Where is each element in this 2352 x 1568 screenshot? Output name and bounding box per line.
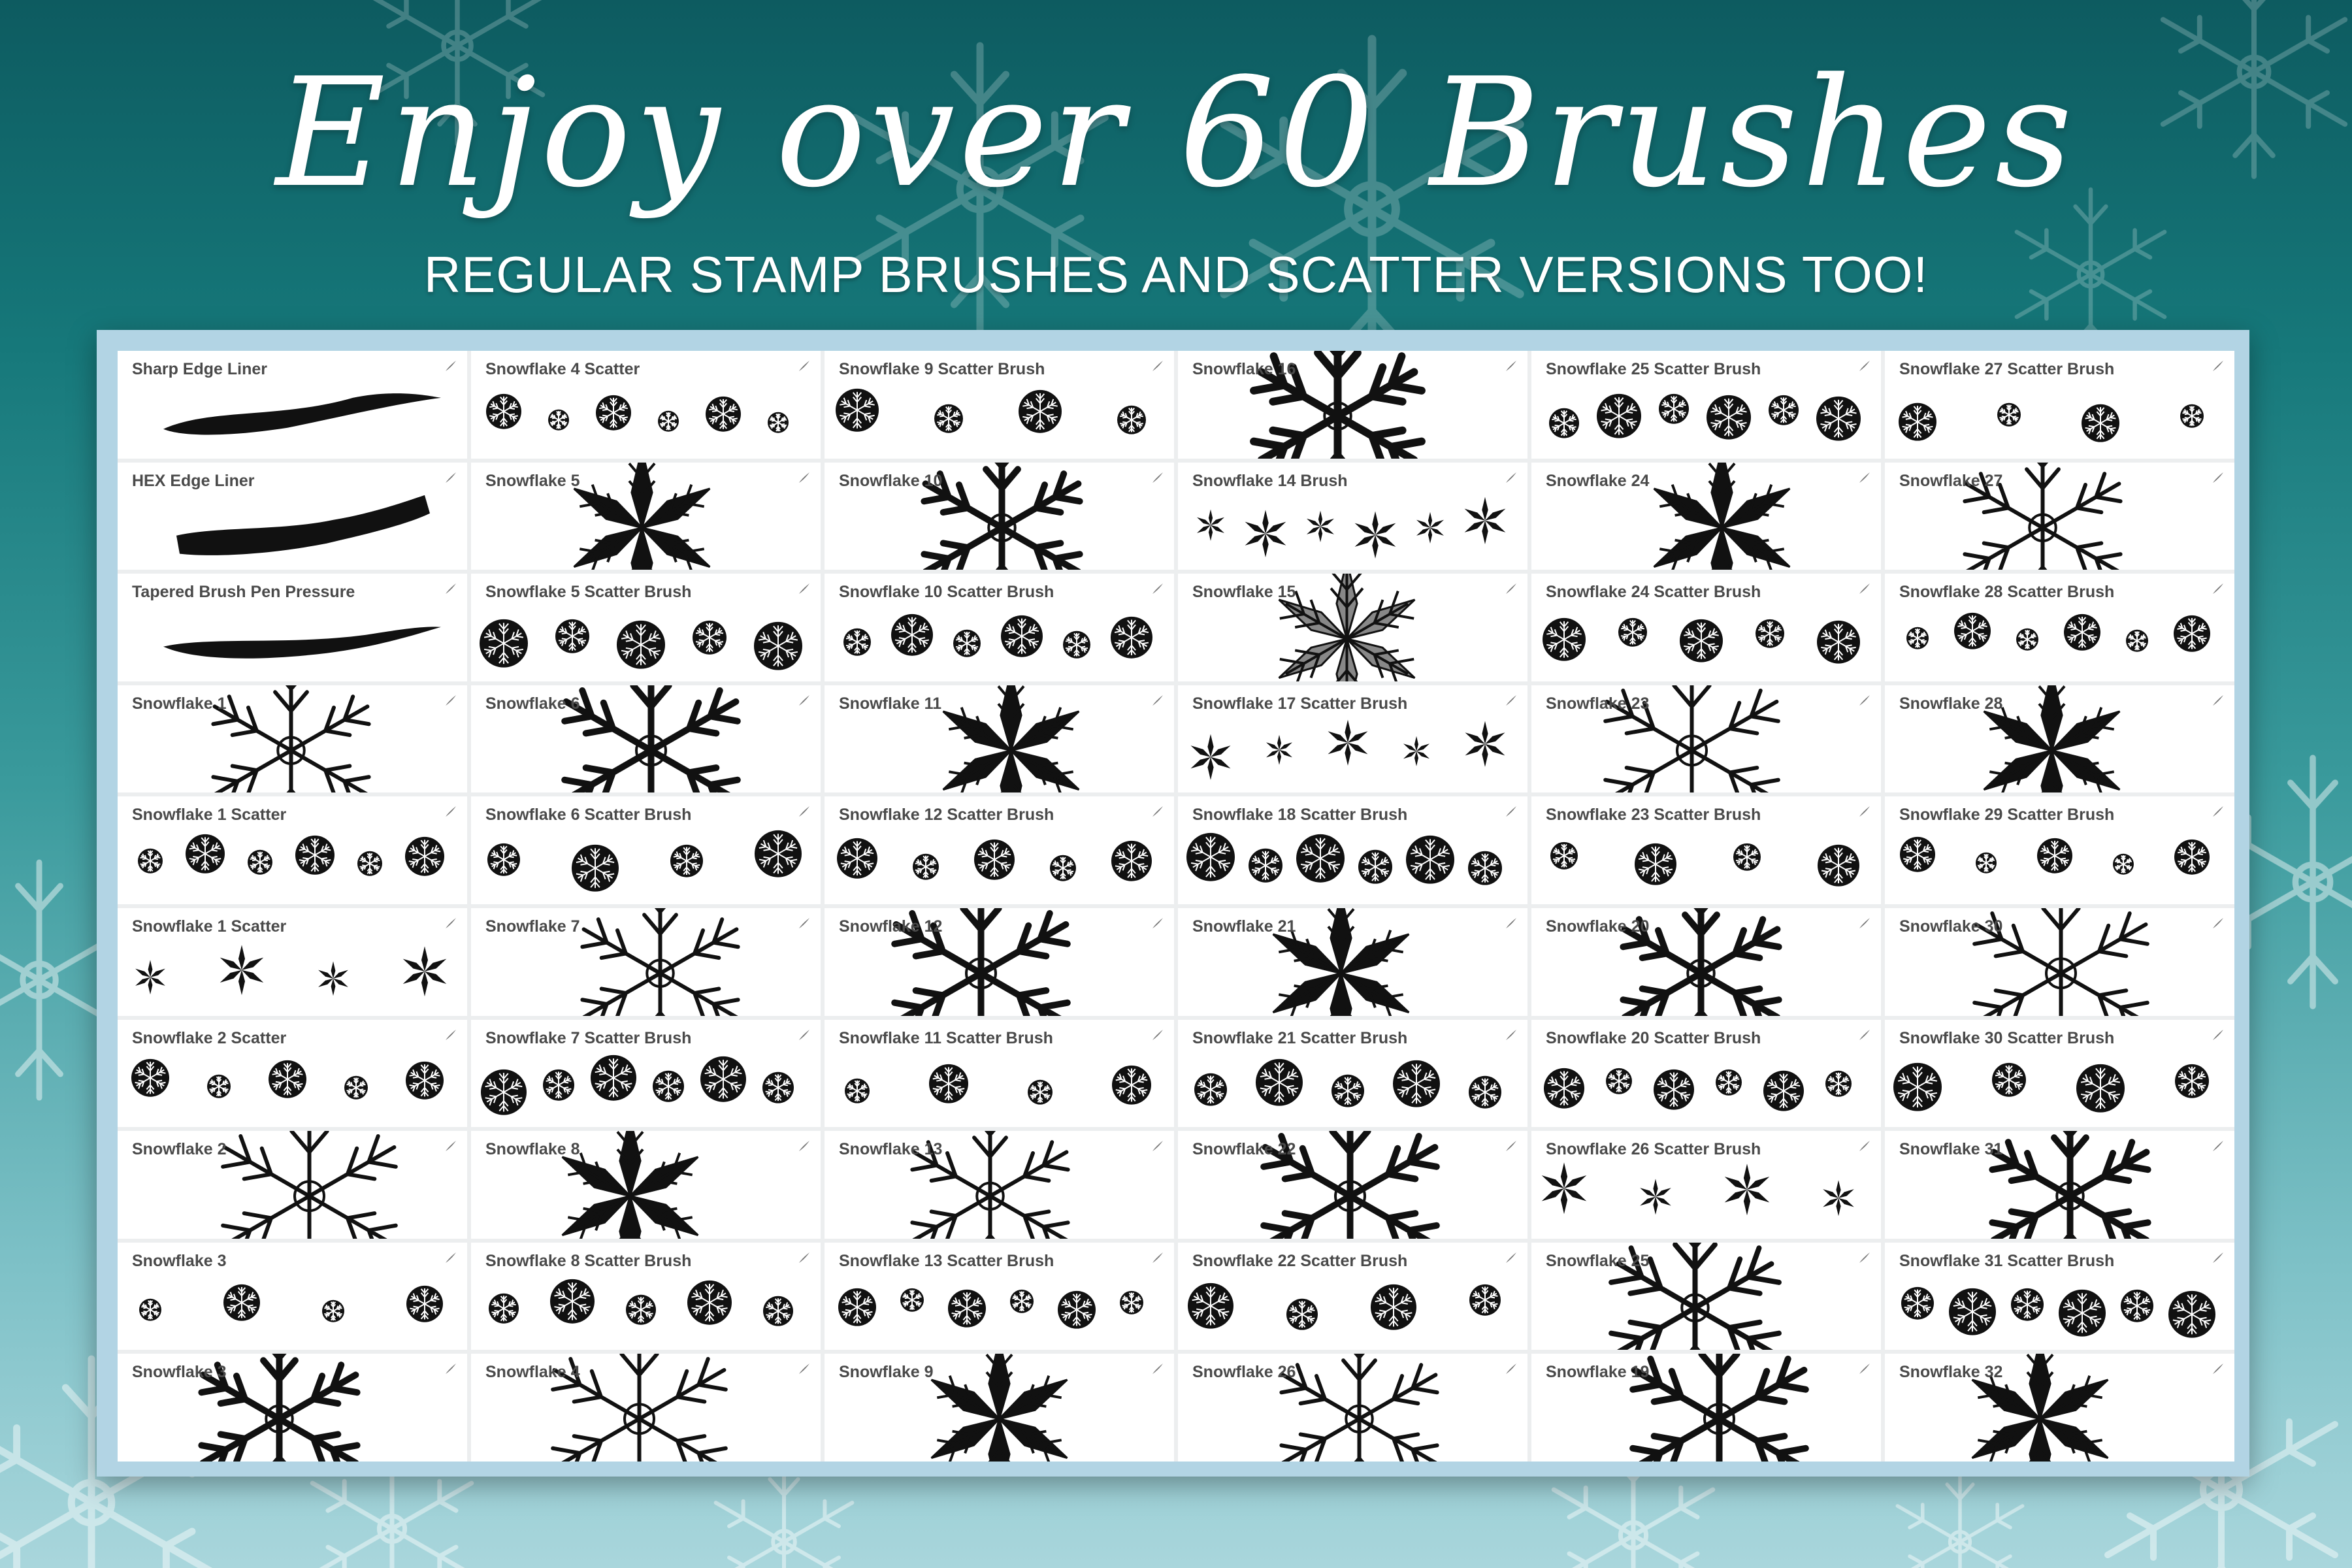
snowflake-preview (1633, 1354, 1806, 1462)
brush-cell[interactable] (118, 685, 467, 793)
brush-name: Snowflake 4 (485, 1363, 580, 1382)
brush-cell[interactable] (1531, 1131, 1881, 1239)
brush-name: Snowflake 30 Scatter Brush (1899, 1028, 2115, 1047)
brush-name: Snowflake 23 (1546, 694, 1650, 713)
brush-cell[interactable] (1885, 1020, 2234, 1128)
snowflake-preview (932, 1354, 1068, 1462)
brush-cell[interactable] (471, 1020, 821, 1128)
brush-cell[interactable] (118, 1243, 467, 1350)
snowflake-preview (943, 685, 1079, 793)
scatter-preview (836, 389, 1146, 434)
brush-cell[interactable] (471, 685, 821, 793)
brush-name: Snowflake 9 (839, 1363, 934, 1382)
brush-pen-icon (444, 1028, 458, 1042)
brush-pen-icon (2211, 1139, 2225, 1153)
brush-name: Snowflake 21 Scatter Brush (1192, 1028, 1408, 1047)
brush-name: Sharp Edge Liner (132, 360, 267, 378)
snowflake-preview (1984, 685, 2120, 793)
brush-pen-icon (2211, 1362, 2225, 1376)
brush-pen-icon (444, 916, 458, 930)
brush-cell[interactable] (1885, 1131, 2234, 1239)
brush-name: Snowflake 31 Scatter Brush (1899, 1251, 2115, 1270)
scatter-preview (1543, 618, 1860, 664)
brush-pen-icon (797, 1362, 811, 1376)
brush-name: Snowflake 20 Scatter Brush (1546, 1028, 1761, 1047)
snowflake-preview (1992, 1131, 2148, 1239)
brush-pen-icon (1504, 916, 1518, 930)
brush-stroke-preview (176, 495, 430, 555)
brush-name: Snowflake 10 Scatter Brush (839, 583, 1054, 602)
scatter-preview (838, 1288, 1143, 1329)
scatter-preview (486, 394, 789, 433)
brush-name: Snowflake 13 (839, 1140, 943, 1159)
brush-cell[interactable] (1531, 574, 1881, 681)
brush-cell[interactable] (1178, 1243, 1527, 1350)
brush-pen-icon (797, 1028, 811, 1042)
scatter-preview (1188, 1283, 1501, 1330)
brush-cell[interactable] (1531, 351, 1881, 459)
brush-pen-icon (1857, 693, 1872, 708)
brush-cell[interactable] (1178, 1354, 1527, 1462)
scatter-preview (845, 1064, 1151, 1104)
brush-cell[interactable] (1178, 574, 1527, 681)
brush-cell[interactable] (1531, 463, 1881, 570)
brush-pen-icon (1151, 1362, 1165, 1376)
brush-pen-icon (797, 359, 811, 373)
brush-cell[interactable] (118, 463, 467, 570)
scatter-preview (1191, 719, 1505, 779)
brush-name: Snowflake 3 (132, 1251, 227, 1270)
brush-cell[interactable] (471, 796, 821, 904)
brush-pen-icon (444, 1139, 458, 1153)
brush-cell[interactable] (1178, 685, 1527, 793)
brush-cell[interactable] (471, 1131, 821, 1239)
brush-pen-icon (1504, 1250, 1518, 1265)
brush-name: Snowflake 7 (485, 917, 580, 936)
brush-name: Snowflake 15 (1192, 583, 1296, 602)
brush-pen-icon (444, 1362, 458, 1376)
snowflake-preview (223, 1131, 396, 1239)
brush-pen-icon (1857, 581, 1872, 596)
brush-cell[interactable] (1885, 351, 2234, 459)
brush-stroke-preview (163, 393, 441, 434)
brush-name: Snowflake 6 (485, 694, 580, 713)
brush-cell[interactable] (118, 574, 467, 681)
scatter-preview (1900, 837, 2210, 875)
brush-cell[interactable] (825, 908, 1174, 1016)
brush-pen-icon (444, 693, 458, 708)
snowflake-preview (564, 685, 738, 793)
brush-name: Snowflake 21 (1192, 917, 1296, 936)
scatter-preview (1893, 1062, 2209, 1112)
scatter-preview (487, 830, 802, 892)
scatter-preview (1186, 833, 1502, 885)
brush-cell[interactable] (825, 463, 1174, 570)
brush-name: Snowflake 1 (132, 694, 227, 713)
brush-pen-icon (1151, 693, 1165, 708)
brush-cell[interactable] (825, 1243, 1174, 1350)
brush-cell[interactable] (1531, 1020, 1881, 1128)
scatter-preview (480, 619, 802, 670)
snowflake-preview (213, 685, 368, 793)
brush-cell[interactable] (471, 1243, 821, 1350)
brush-name: Snowflake 31 (1899, 1140, 2003, 1159)
brush-pen-icon (2211, 916, 2225, 930)
brush-cell[interactable] (825, 1131, 1174, 1239)
scatter-preview (1544, 1068, 1852, 1111)
brush-pen-icon (797, 916, 811, 930)
brush-name: Snowflake 24 (1546, 471, 1650, 490)
brush-name: Snowflake 26 (1192, 1363, 1296, 1382)
brush-pen-icon (1857, 1139, 1872, 1153)
brush-cell[interactable] (825, 796, 1174, 904)
brush-cell[interactable] (1885, 685, 2234, 793)
snowflake-preview (563, 1131, 698, 1239)
brush-cell[interactable] (1178, 908, 1527, 1016)
brush-name: Snowflake 7 Scatter Brush (485, 1028, 692, 1047)
brush-cell[interactable] (1531, 1243, 1881, 1350)
brush-name: Snowflake 5 Scatter Brush (485, 583, 692, 602)
brush-name: Snowflake 29 Scatter Brush (1899, 806, 2115, 825)
brush-stroke-preview (163, 627, 441, 659)
snowflake-preview (1279, 574, 1415, 681)
brush-library-panel (97, 330, 2249, 1477)
brush-pen-icon (1151, 1250, 1165, 1265)
brush-pen-icon (797, 693, 811, 708)
brush-name: Snowflake 12 Scatter Brush (839, 806, 1054, 825)
brush-name: Snowflake 30 (1899, 917, 2003, 936)
scatter-preview (1549, 394, 1861, 441)
brush-pen-icon (1151, 804, 1165, 819)
brush-name: Snowflake 22 (1192, 1140, 1296, 1159)
brush-pen-icon (1504, 1028, 1518, 1042)
brush-pen-icon (2211, 581, 2225, 596)
scatter-preview (139, 1284, 443, 1322)
headline: Enjoy over 60 Brushes (276, 46, 2076, 221)
brush-cell[interactable] (471, 1354, 821, 1462)
brush-pen-icon (797, 470, 811, 485)
brush-pen-icon (2211, 359, 2225, 373)
brush-name: Snowflake 18 Scatter Brush (1192, 806, 1408, 825)
brush-name: Snowflake 13 Scatter Brush (839, 1251, 1054, 1270)
brush-cell[interactable] (825, 351, 1174, 459)
scatter-preview (837, 838, 1152, 881)
brush-cell[interactable] (118, 1020, 467, 1128)
brush-name: Snowflake 17 Scatter Brush (1192, 694, 1408, 713)
brush-name: Snowflake 11 Scatter Brush (839, 1028, 1053, 1047)
brush-name: Snowflake 25 Scatter Brush (1546, 360, 1761, 378)
brush-name: Snowflake 4 Scatter (485, 360, 640, 378)
brush-name: Snowflake 1 Scatter (132, 806, 287, 825)
brush-cell[interactable] (1885, 463, 2234, 570)
brush-name: Snowflake 5 (485, 471, 580, 490)
brush-name: Snowflake 8 (485, 1140, 580, 1159)
scatter-preview (1197, 497, 1505, 558)
brush-name: Snowflake 27 Scatter Brush (1899, 360, 2115, 378)
brush-pen-icon (1504, 581, 1518, 596)
brush-cell[interactable] (471, 463, 821, 570)
brush-pen-icon (1857, 804, 1872, 819)
scatter-preview (135, 945, 446, 996)
brush-name: Snowflake 27 (1899, 471, 2003, 490)
brush-name: Snowflake 12 (839, 917, 943, 936)
brush-name: Snowflake 22 Scatter Brush (1192, 1251, 1408, 1270)
brush-pen-icon (1151, 916, 1165, 930)
brush-cell[interactable] (1885, 1243, 2234, 1350)
brush-pen-icon (444, 1250, 458, 1265)
brush-cell[interactable] (118, 908, 467, 1016)
brush-name: Snowflake 24 Scatter Brush (1546, 583, 1761, 602)
subheadline: REGULAR STAMP BRUSHES AND SCATTER VERSIONS TOO! (423, 246, 1929, 303)
snowflake-preview (1281, 1354, 1437, 1462)
brush-pen-icon (2211, 470, 2225, 485)
brush-cell[interactable] (825, 685, 1174, 793)
brush-cell[interactable] (118, 1131, 467, 1239)
brush-name: Snowflake 8 Scatter Brush (485, 1251, 692, 1270)
brush-name: Snowflake 1 Scatter (132, 917, 287, 936)
brush-cell[interactable] (1531, 908, 1881, 1016)
brush-cell[interactable] (1885, 574, 2234, 681)
brush-cell[interactable] (1178, 1020, 1527, 1128)
brush-name: Snowflake 6 Scatter Brush (485, 806, 692, 825)
brush-name: Snowflake 9 Scatter Brush (839, 360, 1045, 378)
brush-cell[interactable] (118, 796, 467, 904)
brush-name: Snowflake 2 (132, 1140, 227, 1159)
brush-pen-icon (797, 1139, 811, 1153)
brush-cell[interactable] (1885, 1354, 2234, 1462)
brush-name: Snowflake 32 (1899, 1363, 2003, 1382)
brush-name: Snowflake 2 Scatter (132, 1028, 287, 1047)
brush-pen-icon (1857, 470, 1872, 485)
brush-name: HEX Edge Liner (132, 471, 255, 490)
brush-pen-icon (797, 1250, 811, 1265)
brush-pen-icon (2211, 693, 2225, 708)
brush-pen-icon (1504, 1362, 1518, 1376)
brush-cell[interactable] (825, 1354, 1174, 1462)
brush-name: Snowflake 28 Scatter Brush (1899, 583, 2115, 602)
brush-pen-icon (1151, 359, 1165, 373)
brush-cell[interactable] (1178, 796, 1527, 904)
brush-name: Snowflake 20 (1546, 917, 1650, 936)
brush-cell[interactable] (825, 1020, 1174, 1128)
brush-pen-icon (1857, 916, 1872, 930)
brush-pen-icon (1504, 470, 1518, 485)
brush-pen-icon (444, 804, 458, 819)
brush-name: Snowflake 10 (839, 471, 943, 490)
scatter-preview (843, 614, 1152, 659)
brush-pen-icon (2211, 1028, 2225, 1042)
brush-pen-icon (1504, 359, 1518, 373)
brush-pen-icon (797, 581, 811, 596)
snowflake-preview (924, 463, 1079, 570)
brush-pen-icon (1151, 1028, 1165, 1042)
brush-pen-icon (1857, 1362, 1872, 1376)
scatter-preview (138, 834, 444, 876)
snowflake-preview (574, 463, 710, 570)
brush-cell[interactable] (1178, 351, 1527, 459)
scatter-preview (481, 1054, 794, 1115)
brush-cell[interactable] (471, 908, 821, 1016)
snowflake-preview (582, 908, 738, 1016)
brush-cell[interactable] (471, 574, 821, 681)
brush-cell[interactable] (1531, 1354, 1881, 1462)
brush-cell[interactable] (825, 574, 1174, 681)
brush-name: Snowflake 11 (839, 694, 942, 713)
brush-pen-icon (1504, 1139, 1518, 1153)
scatter-preview (1194, 1058, 1501, 1108)
brush-pen-icon (444, 470, 458, 485)
brush-pen-icon (1151, 470, 1165, 485)
brush-grid (118, 351, 2234, 1462)
brush-pen-icon (2211, 1250, 2225, 1265)
brush-cell[interactable] (118, 351, 467, 459)
brush-name: Snowflake 14 Brush (1192, 471, 1348, 490)
brush-cell[interactable] (1178, 1131, 1527, 1239)
brush-name: Tapered Brush Pen Pressure (132, 583, 355, 602)
scatter-preview (1899, 403, 2204, 442)
brush-cell[interactable] (1178, 463, 1527, 570)
brush-pen-icon (1857, 1028, 1872, 1042)
brush-pen-icon (1151, 1139, 1165, 1153)
scatter-preview (489, 1279, 793, 1326)
brush-pen-icon (1857, 359, 1872, 373)
brush-cell[interactable] (1531, 796, 1881, 904)
brush-cell[interactable] (471, 351, 821, 459)
brush-pen-icon (1504, 693, 1518, 708)
brush-name: Snowflake 28 (1899, 694, 2003, 713)
scatter-preview (1542, 1162, 1854, 1216)
brush-pen-icon (2211, 804, 2225, 819)
brush-cell[interactable] (1885, 796, 2234, 904)
brush-pen-icon (1504, 804, 1518, 819)
brush-pen-icon (1151, 581, 1165, 596)
brush-name: Snowflake 16 (1192, 360, 1296, 378)
scatter-preview (1901, 1287, 2215, 1338)
brush-name: Snowflake 23 Scatter Brush (1546, 806, 1761, 825)
brush-name: Snowflake 25 (1546, 1251, 1650, 1270)
brush-cell[interactable] (1531, 685, 1881, 793)
scatter-preview (131, 1058, 444, 1099)
brush-pen-icon (444, 359, 458, 373)
scatter-preview (1550, 842, 1859, 887)
brush-name: Snowflake 26 Scatter Brush (1546, 1140, 1761, 1159)
brush-cell[interactable] (118, 1354, 467, 1462)
brush-cell[interactable] (1885, 908, 2234, 1016)
scatter-preview (1906, 613, 2210, 652)
brush-pen-icon (797, 804, 811, 819)
brush-name: Snowflake 19 (1546, 1363, 1650, 1382)
brush-pen-icon (1857, 1250, 1872, 1265)
brush-pen-icon (444, 581, 458, 596)
snowflake-preview (1654, 463, 1790, 570)
brush-name: Snowflake 3 (132, 1363, 227, 1382)
